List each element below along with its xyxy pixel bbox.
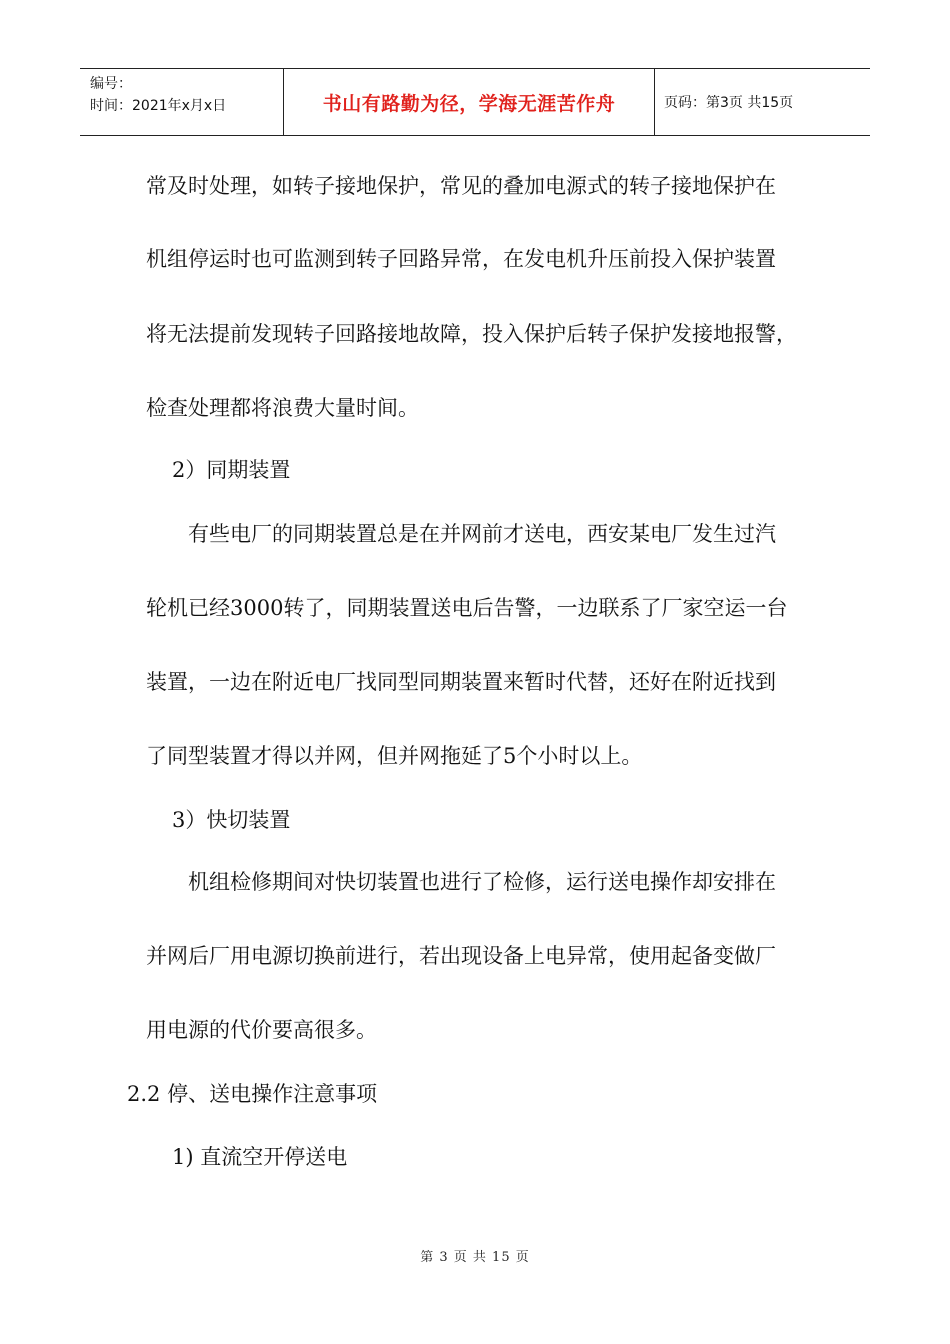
paragraph-line: 将无法提前发现转子回路接地故障，投入保护后转子保护发接地报警， xyxy=(146,322,797,346)
page-footer: 第 3 页 共 15 页 xyxy=(420,1250,530,1265)
page-header xyxy=(80,68,870,136)
header-meta xyxy=(90,73,226,117)
header-page-info: 页码：第3页 共15页 xyxy=(664,95,794,111)
paragraph-line: 机组检修期间对快切装置也进行了检修，运行送电操作却安排在 xyxy=(188,870,776,894)
paragraph-line: 机组停运时也可监测到转子回路异常，在发电机升压前投入保护装置 xyxy=(146,247,776,271)
paragraph-line: 检查处理都将浪费大量时间。 xyxy=(146,396,419,420)
section-heading-fast-switch: 3）快切装置 xyxy=(172,808,291,832)
section-heading-2-2: 2.2 停、送电操作注意事项 xyxy=(127,1082,378,1106)
paragraph-line: 常及时处理，如转子接地保护，常见的叠加电源式的转子接地保护在 xyxy=(146,174,776,198)
document-date-label: 时间：2021年x月x日 xyxy=(90,98,227,114)
paragraph-line: 轮机已经3000转了，同期装置送电后告警，一边联系了厂家空运一台 xyxy=(146,596,788,620)
section-heading-dc-breaker: 1) 直流空开停送电 xyxy=(172,1145,348,1169)
document-number-label: 编号： xyxy=(90,76,132,92)
paragraph-line: 装置，一边在附近电厂找同型同期装置来暂时代替，还好在附近找到 xyxy=(146,670,776,694)
section-heading-sync-device: 2）同期装置 xyxy=(172,458,291,482)
header-divider-right xyxy=(654,69,655,135)
paragraph-line: 用电源的代价要高很多。 xyxy=(146,1018,377,1042)
paragraph-line: 了同型装置才得以并网，但并网拖延了5个小时以上。 xyxy=(146,744,643,768)
header-motto: 书山有路勤为径，学海无涯苦作舟 xyxy=(322,92,616,115)
paragraph-line: 并网后厂用电源切换前进行，若出现设备上电异常，使用起备变做厂 xyxy=(146,944,776,968)
paragraph-line: 有些电厂的同期装置总是在并网前才送电，西安某电厂发生过汽 xyxy=(188,522,776,546)
